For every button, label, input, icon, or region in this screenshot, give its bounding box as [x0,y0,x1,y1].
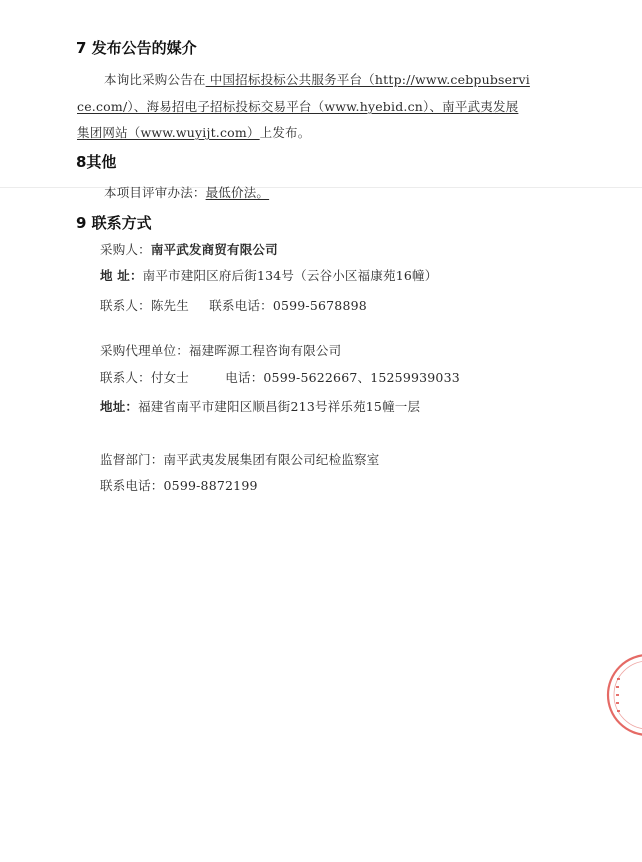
buyer-contact-line [100,296,367,314]
publication-media-link-part1[interactable]: 中国招标投标公共服务平台（http://www.cebpubservi [205,72,530,87]
supervisor-phone-value: 0599-8872199 [163,478,258,493]
buyer-address-label: 地 址： [100,268,143,283]
supervisor-value: 南平武夷发展集团有限公司纪检监察室 [163,452,380,467]
section-7-line-1 [104,70,530,88]
agent-address-line [100,397,420,415]
agent-contact-line [100,368,460,386]
company-seal-stamp [600,650,642,740]
supervisor-phone-label: 联系电话： [100,478,164,493]
evaluation-method-value: 最低价法。 [205,185,270,200]
agent-line [100,341,341,359]
supervisor-phone-line [100,476,258,494]
buyer-contact-label: 联系人： [100,298,151,313]
buyer-address-line [100,266,437,284]
supervisor-label: 监督部门： [100,452,164,467]
page-fold-line [0,187,642,188]
section-8-heading: 8其他 [76,153,117,171]
section-7-intro-text: 本询比采购公告在 [104,72,206,87]
section-7-closing-text: 上发布。 [259,125,311,140]
section-7-line-3 [77,123,310,141]
buyer-phone-label: 联系电话： [209,298,273,313]
buyer-phone-value: 0599-5678898 [272,298,367,313]
buyer-value: 南平武发商贸有限公司 [150,242,278,257]
agent-contact-value: 付女士 [150,370,189,385]
section-9-heading: 9 联系方式 [76,214,152,232]
agent-address-label: 地址： [100,399,139,414]
buyer-contact-value: 陈先生 [150,298,189,313]
publication-media-link-part3[interactable]: 集团网站（www.wuyijt.com） [77,125,260,140]
evaluation-method-line [104,183,269,201]
evaluation-method-label: 本项目评审办法： [104,185,206,200]
publication-media-link-part2[interactable]: ce.com/）、海易招电子招标投标交易平台（www.hyebid.cn）、南平武夷发展 [77,99,519,114]
agent-value: 福建晖源工程咨询有限公司 [188,343,342,358]
buyer-label: 采购人： [100,242,151,257]
agent-label: 采购代理单位： [100,343,189,358]
agent-contact-label: 联系人： [100,370,151,385]
agent-phone-value: 0599-5622667、15259939033 [263,370,460,385]
buyer-line [100,240,278,258]
agent-address-value: 福建省南平市建阳区顺昌街213号祥乐苑15幢一层 [138,399,421,414]
supervisor-line [100,450,379,468]
agent-phone-label: 电话： [225,370,264,385]
buyer-address-value: 南平市建阳区府后街134号（云谷小区福康苑16幢） [142,268,438,283]
section-7-heading: 7 发布公告的媒介 [76,39,197,57]
